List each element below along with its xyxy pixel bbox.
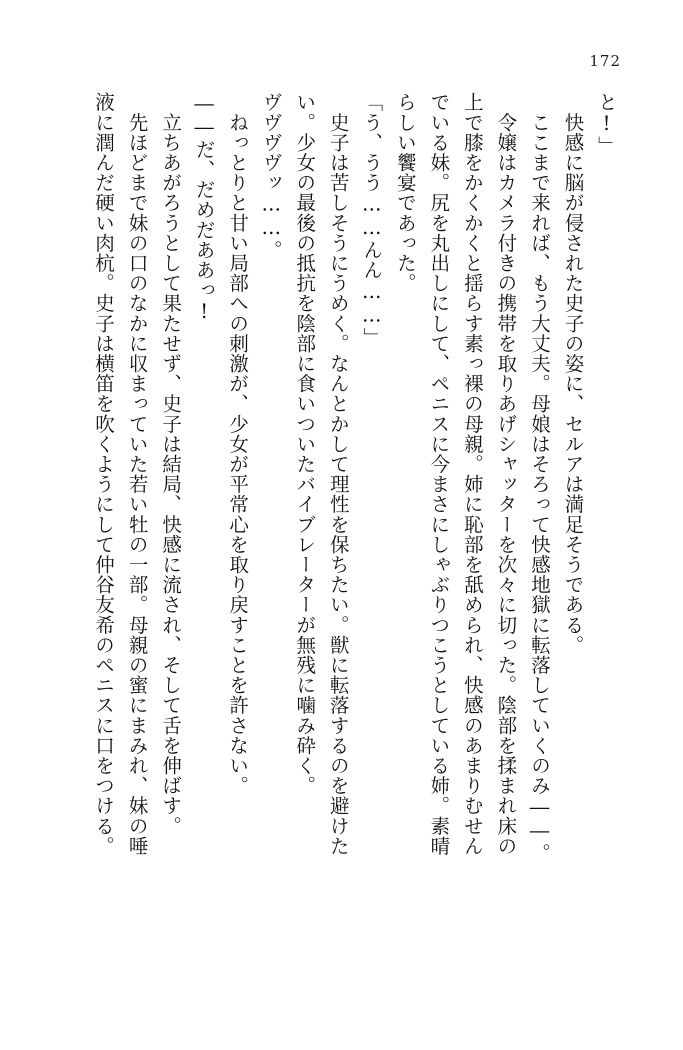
text-line: ねっとりと甘い局部への刺激が、少女が平常心を取り戻すことを許さない。 <box>226 92 250 796</box>
text-line: い。少女の最後の抵抗を陰部に食いついたバイブレーターが無残に噛み砕く。 <box>293 92 317 796</box>
text-line: 史子は苦しそうにうめく。なんとかして理性を保ちたい。獣に転落するのを避けた <box>326 92 350 856</box>
text-line: 上で膝をかくかくと揺らす素っ裸の母親。姉に恥部を舐められ、快感のあまりむせん <box>460 92 484 856</box>
text-line: らしい饗宴であった。 <box>393 92 417 293</box>
text-line: ――だ、だめだああっ! <box>192 92 216 324</box>
text-line: と!」 <box>595 92 618 156</box>
text-line: 令嬢はカメラ付きの携帯を取りあげシャッターを次々に切った。陰部を揉まれ床の <box>494 92 518 856</box>
text-line: 「う、うう……んん……」 <box>360 92 384 348</box>
text-line: ここまで来れば、もう大丈夫。母娘はそろって快感地獄に転落していくのみ――。 <box>527 92 551 863</box>
text-line: でいる妹。尻を丸出しにして、ペニスに今まさにしゃぶりつこうとしている姉。素晴 <box>427 92 451 856</box>
page-text-body <box>57 92 623 972</box>
text-line: ヴヴヴヴッ……。 <box>259 92 283 260</box>
text-line: 立ちあがろうとして果たせず、史子は結局、快感に流され、そして舌を伸ばす。 <box>159 92 183 836</box>
text-line: 液に潤んだ硬い肉杭。史子は横笛を吹くようにして仲谷友希のペニスに口をつける。 <box>92 92 116 856</box>
page-number: 172 <box>589 52 621 70</box>
text-line: 先ほどまで妹の口のなかに収まっていた若い牡の一部。母親の蜜にまみれ、妹の唾 <box>125 92 149 856</box>
text-line: 快感に脳が侵された史子の姿に、セルアは満足そうである。 <box>561 92 585 655</box>
